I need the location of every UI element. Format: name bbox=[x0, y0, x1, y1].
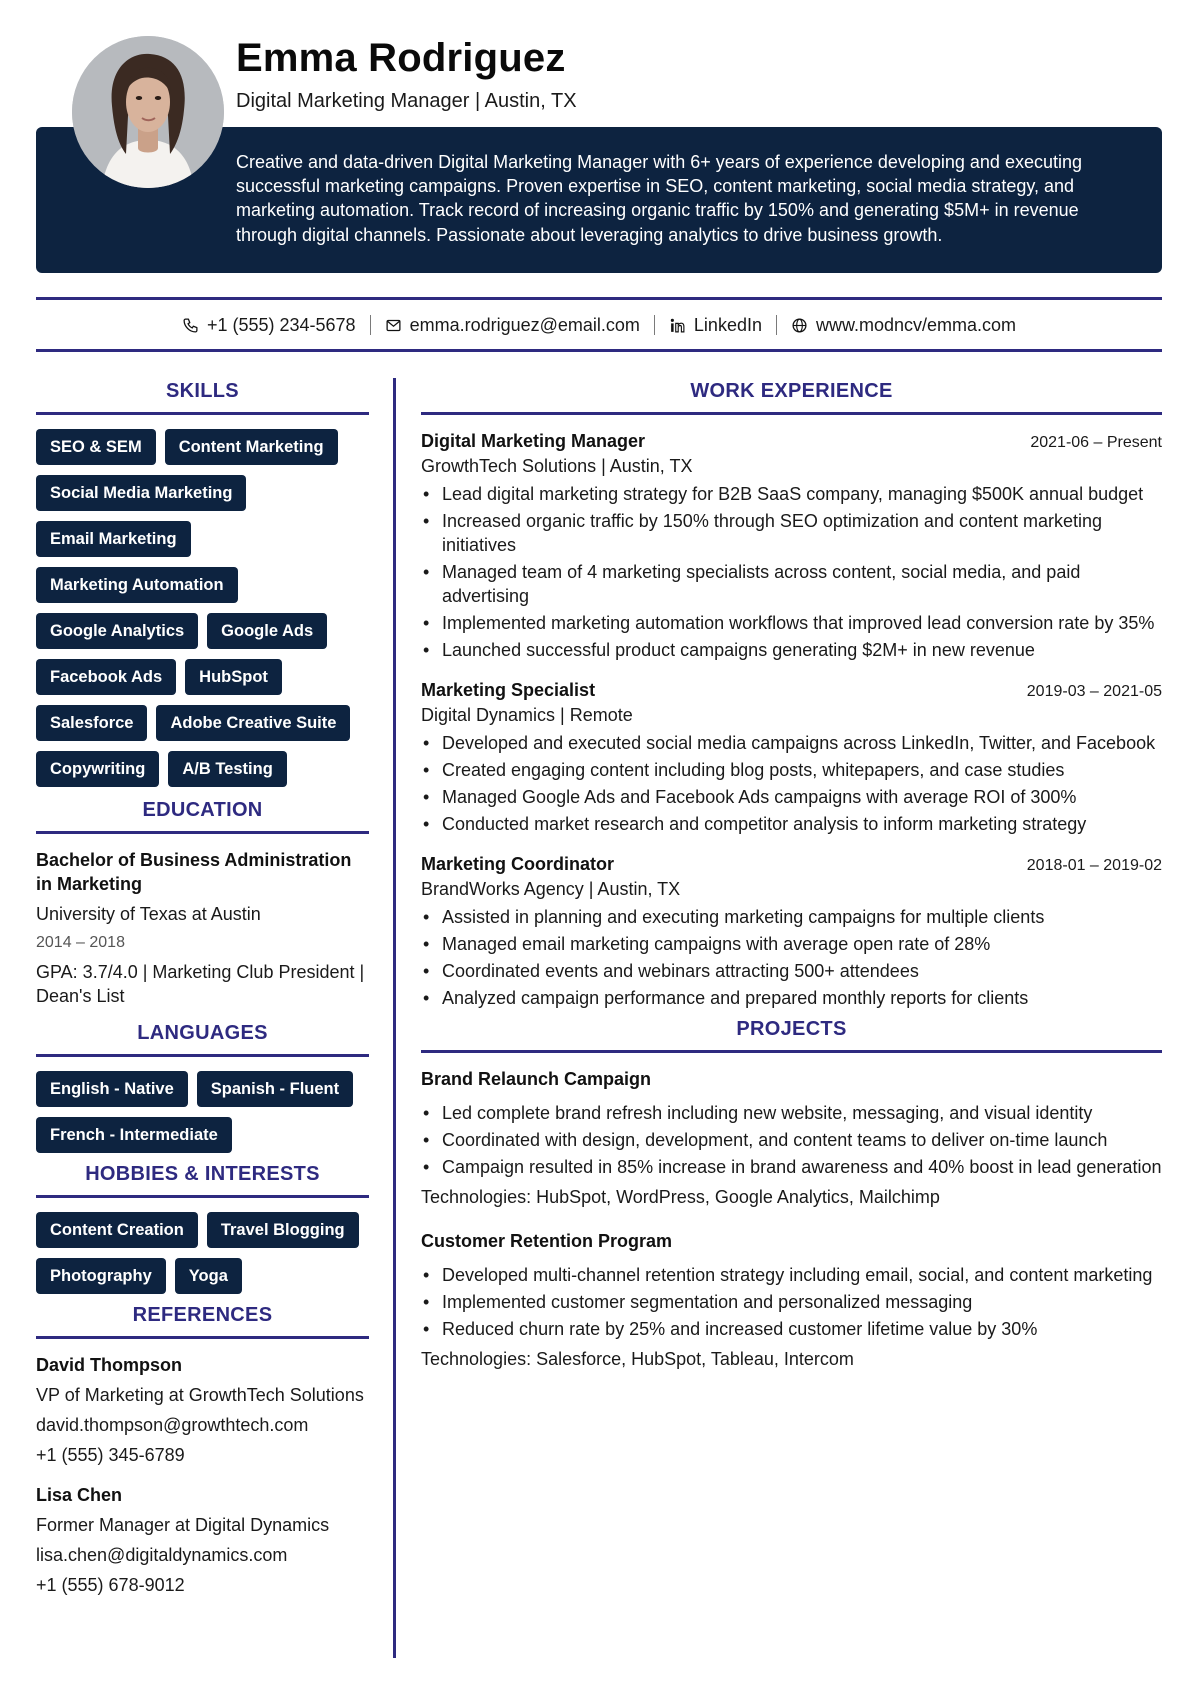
job-company: Digital Dynamics | Remote bbox=[421, 705, 633, 725]
job-bullet: • Managed Google Ads and Facebook Ads campaigns with average ROI of 300% bbox=[421, 785, 1162, 809]
hobby-tag: Content Creation bbox=[36, 1212, 198, 1248]
hobbies-title: HOBBIES & INTERESTS bbox=[85, 1163, 320, 1185]
contact-email[interactable] bbox=[371, 315, 654, 336]
section-rule bbox=[36, 831, 369, 834]
skill-tag: HubSpot bbox=[185, 659, 282, 695]
job-dates: 2018-01 – 2019-02 bbox=[1026, 857, 1162, 874]
education-section bbox=[36, 797, 369, 1008]
contact-linkedin[interactable] bbox=[655, 315, 776, 336]
projects-title: PROJECTS bbox=[736, 1018, 847, 1040]
job-bullet: • Managed team of 4 marketing specialists across content, social media, and paid advertising bbox=[421, 560, 1162, 608]
hobby-tag: Yoga bbox=[175, 1258, 242, 1294]
project-bullet: • Led complete brand refresh including new website, messaging, and visual identity bbox=[421, 1101, 1162, 1125]
job-bullets bbox=[421, 731, 1162, 836]
job-bullet: • Coordinated events and webinars attracting 500+ attendees bbox=[421, 959, 1162, 983]
skills-title: SKILLS bbox=[166, 380, 239, 402]
job-company: BrandWorks Agency | Austin, TX bbox=[421, 879, 681, 899]
reference-email[interactable]: lisa.chen@digitaldynamics.com bbox=[36, 1545, 288, 1565]
reference-phone: +1 (555) 345-6789 bbox=[36, 1445, 185, 1465]
reference-name: Lisa Chen bbox=[36, 1485, 123, 1505]
profile-photo-image bbox=[72, 36, 224, 188]
job-entry bbox=[421, 852, 1162, 1010]
skill-tag: Facebook Ads bbox=[36, 659, 176, 695]
job-title: Digital Marketing Manager bbox=[421, 431, 646, 451]
education-degree: Bachelor of Business Administration in Marketing bbox=[36, 850, 352, 894]
project-bullet: • Coordinated with design, development, and content teams to deliver on-time launch bbox=[421, 1128, 1162, 1152]
job-title: Marketing Coordinator bbox=[421, 854, 615, 874]
skill-tag: Social Media Marketing bbox=[36, 475, 246, 511]
job-company: GrowthTech Solutions | Austin, TX bbox=[421, 456, 693, 476]
job-bullet: • Analyzed campaign performance and prepared monthly reports for clients bbox=[421, 986, 1162, 1010]
job-bullet: • Implemented marketing automation workflows that improved lead conversion rate by 35% bbox=[421, 611, 1162, 635]
experience-title: WORK EXPERIENCE bbox=[690, 380, 893, 402]
project-technologies: Technologies: HubSpot, WordPress, Google Analytics, Mailchimp bbox=[421, 1187, 940, 1207]
job-bullet: • Assisted in planning and executing marketing campaigns for multiple clients bbox=[421, 905, 1162, 929]
project-entry bbox=[421, 1067, 1162, 1209]
profile-photo bbox=[72, 36, 224, 188]
candidate-name: Emma Rodriguez bbox=[236, 36, 566, 80]
job-entry bbox=[421, 429, 1162, 662]
job-bullet: • Conducted market research and competitor analysis to inform marketing strategy bbox=[421, 812, 1162, 836]
project-bullet: • Developed multi-channel retention strategy including email, social, and content marketing bbox=[421, 1263, 1162, 1287]
hobby-tag: Travel Blogging bbox=[207, 1212, 359, 1248]
globe-icon bbox=[791, 317, 808, 334]
skill-tag: Adobe Creative Suite bbox=[156, 705, 350, 741]
skill-tag: Email Marketing bbox=[36, 521, 191, 557]
references-section bbox=[36, 1302, 369, 1597]
contact-linkedin-text: LinkedIn bbox=[693, 314, 762, 335]
experience-section bbox=[421, 378, 1162, 1010]
language-tag: French - Intermediate bbox=[36, 1117, 232, 1153]
skills-tags bbox=[36, 429, 369, 787]
contact-website-text: www.modncv/emma.com bbox=[815, 314, 1017, 335]
job-bullet: • Increased organic traffic by 150% through SEO optimization and content marketing initiatives bbox=[421, 509, 1162, 557]
language-tag: English - Native bbox=[36, 1071, 188, 1107]
phone-icon bbox=[182, 317, 199, 334]
left-column bbox=[36, 378, 369, 1597]
contact-rule-bottom bbox=[36, 349, 1162, 352]
education-title: EDUCATION bbox=[142, 799, 263, 821]
language-tag: Spanish - Fluent bbox=[197, 1071, 353, 1107]
skills-section bbox=[36, 378, 369, 787]
reference-role: VP of Marketing at GrowthTech Solutions bbox=[36, 1385, 364, 1405]
reference-name: David Thompson bbox=[36, 1355, 183, 1375]
reference-item bbox=[36, 1353, 369, 1467]
skill-tag: Content Marketing bbox=[165, 429, 338, 465]
contact-rule-top bbox=[36, 297, 1162, 300]
job-bullets bbox=[421, 905, 1162, 1010]
reference-item bbox=[36, 1483, 369, 1597]
section-rule bbox=[421, 1050, 1162, 1053]
references-title: REFERENCES bbox=[132, 1304, 273, 1326]
project-bullet: • Implemented customer segmentation and personalized messaging bbox=[421, 1290, 1162, 1314]
education-years: 2014 – 2018 bbox=[36, 934, 125, 951]
hobbies-section bbox=[36, 1161, 369, 1294]
skill-tag: SEO & SEM bbox=[36, 429, 156, 465]
job-title: Marketing Specialist bbox=[421, 680, 596, 700]
job-entry bbox=[421, 678, 1162, 836]
hobby-tag: Photography bbox=[36, 1258, 166, 1294]
section-rule bbox=[36, 1336, 369, 1339]
contact-phone[interactable] bbox=[168, 315, 370, 336]
skill-tag: Google Ads bbox=[207, 613, 327, 649]
mail-icon bbox=[385, 317, 402, 334]
job-bullet: • Launched successful product campaigns generating $2M+ in new revenue bbox=[421, 638, 1162, 662]
job-bullet: • Developed and executed social media campaigns across LinkedIn, Twitter, and Facebook bbox=[421, 731, 1162, 755]
job-bullets bbox=[421, 482, 1162, 662]
education-school: University of Texas at Austin bbox=[36, 904, 261, 924]
section-rule bbox=[36, 1054, 369, 1057]
reference-phone: +1 (555) 678-9012 bbox=[36, 1575, 185, 1595]
right-column bbox=[421, 378, 1162, 1371]
projects-section bbox=[421, 1016, 1162, 1371]
candidate-subtitle: Digital Marketing Manager | Austin, TX bbox=[236, 90, 577, 112]
skill-tag: Marketing Automation bbox=[36, 567, 238, 603]
job-bullet: • Lead digital marketing strategy for B2B SaaS company, managing $500K annual budget bbox=[421, 482, 1162, 506]
reference-role: Former Manager at Digital Dynamics bbox=[36, 1515, 330, 1535]
column-divider bbox=[393, 378, 396, 1658]
skill-tag: Google Analytics bbox=[36, 613, 198, 649]
contact-bar bbox=[36, 310, 1162, 340]
linkedin-icon bbox=[669, 317, 686, 334]
summary-text: Creative and data-driven Digital Marketing Manager with 6+ years of experience developing and executing successful marketing campaigns. Proven expertise in SEO, content marketing, social media strategy, and marketing automation. Track record of increasing organic traffic by 150% and generating $5M+ in revenue through digital channels. Passionate about leveraging analytics to drive business growth. bbox=[236, 152, 1082, 245]
education-extra: GPA: 3.7/4.0 | Marketing Club President | Dean's List bbox=[36, 962, 365, 1006]
hobbies-tags bbox=[36, 1212, 369, 1294]
section-rule bbox=[36, 412, 369, 415]
skill-tag: Salesforce bbox=[36, 705, 147, 741]
skill-tag: A/B Testing bbox=[168, 751, 286, 787]
project-entry bbox=[421, 1229, 1162, 1371]
project-bullets bbox=[421, 1101, 1162, 1179]
reference-email[interactable]: david.thompson@growthtech.com bbox=[36, 1415, 309, 1435]
job-dates: 2021-06 – Present bbox=[1030, 434, 1162, 451]
contact-email-text: emma.rodriguez@email.com bbox=[409, 314, 640, 335]
project-title: Brand Relaunch Campaign bbox=[421, 1069, 652, 1089]
job-bullet: • Managed email marketing campaigns with average open rate of 28% bbox=[421, 932, 1162, 956]
languages-tags bbox=[36, 1071, 369, 1153]
job-dates: 2019-03 – 2021-05 bbox=[1026, 683, 1162, 700]
project-title: Customer Retention Program bbox=[421, 1231, 673, 1251]
project-bullet: • Reduced churn rate by 25% and increased customer lifetime value by 30% bbox=[421, 1317, 1162, 1341]
project-bullet: • Campaign resulted in 85% increase in brand awareness and 40% boost in lead generation bbox=[421, 1155, 1162, 1179]
languages-title: LANGUAGES bbox=[137, 1022, 268, 1044]
contact-website[interactable] bbox=[777, 315, 1030, 336]
job-bullet: • Created engaging content including blog posts, whitepapers, and case studies bbox=[421, 758, 1162, 782]
project-technologies: Technologies: Salesforce, HubSpot, Tableau, Intercom bbox=[421, 1349, 854, 1369]
project-bullets bbox=[421, 1263, 1162, 1341]
section-rule bbox=[36, 1195, 369, 1198]
skill-tag: Copywriting bbox=[36, 751, 159, 787]
languages-section bbox=[36, 1020, 369, 1153]
section-rule bbox=[421, 412, 1162, 415]
contact-phone-text: +1 (555) 234-5678 bbox=[206, 314, 356, 335]
